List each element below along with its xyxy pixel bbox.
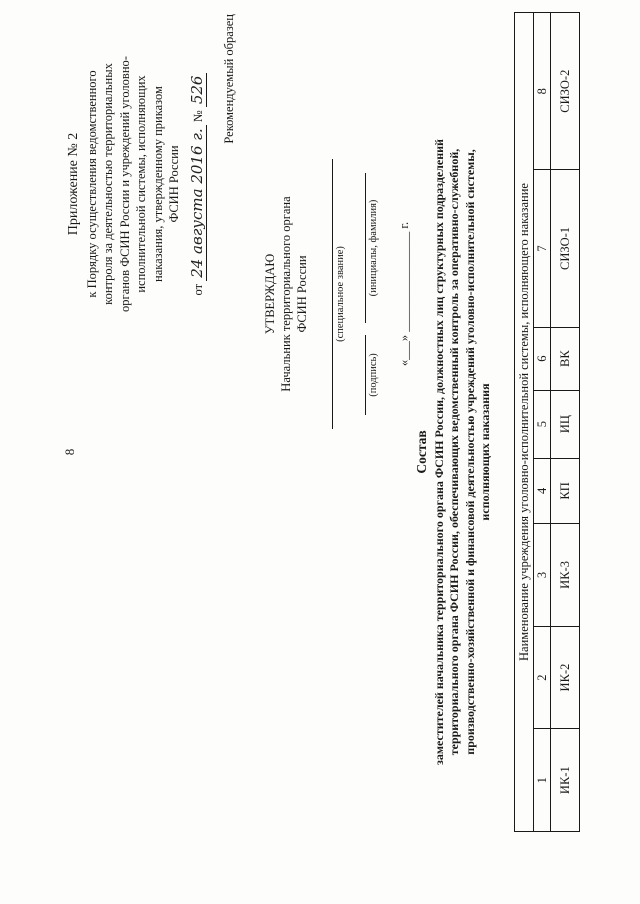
column-number: 5 [534, 390, 551, 458]
approval-block [262, 144, 412, 444]
composition-line: заместителей начальника территориального органа ФСИН России, должностных лиц структурных подразделений [431, 139, 446, 765]
composition-heading: Состав [414, 430, 429, 474]
table-number-row [534, 13, 551, 832]
table-caption-row [515, 13, 534, 832]
institution-code: ИК-1 [551, 729, 580, 832]
appendix-line: органов ФСИН России и учреждений уголовно- [117, 56, 132, 312]
composition-line: производственно-хозяйственной и финансовой деятельностью учреждений уголовно-исполнительной системы, [462, 149, 477, 755]
table-code-row [551, 13, 580, 832]
approval-line: ФСИН России [295, 255, 309, 333]
order-prefix: от [190, 283, 205, 296]
order-line [189, 24, 207, 344]
institution-code: СИЗО-2 [551, 13, 580, 170]
approval-line: Начальник территориального органа [279, 196, 293, 392]
composition-line: территориального органа ФСИН России, обеспечивающих ведомственный контроль за оперативно-служебной, [447, 148, 461, 756]
order-number: 526 [188, 73, 207, 108]
special-rank-caption: (специальное звание) [335, 246, 346, 342]
appendix-block [66, 24, 206, 344]
institution-code: КП [551, 458, 580, 524]
column-number: 3 [534, 524, 551, 627]
signature-row [365, 144, 382, 444]
column-number: 2 [534, 626, 551, 729]
institution-code: ИК-2 [551, 626, 580, 729]
institution-code: СИЗО-1 [551, 170, 580, 327]
appendix-title: Приложение № 2 [66, 132, 81, 236]
column-number: 8 [534, 13, 551, 170]
appendix-line: исполнительной системы, исполняющих [134, 75, 148, 293]
institution-code: ВК [551, 327, 580, 390]
institution-code: ИК-3 [551, 524, 580, 627]
column-number: 1 [534, 729, 551, 832]
name-cell [365, 173, 382, 323]
order-date: 24 августа 2016 г. [188, 125, 207, 280]
approval-title: УТВЕРЖДАЮ [263, 253, 277, 335]
appendix-line: контроля за деятельностью территориальных [101, 63, 115, 305]
name-caption: (инициалы, фамилия) [368, 199, 379, 297]
institution-code: ИЦ [551, 390, 580, 458]
order-number-label: № [190, 110, 205, 123]
recommended-sample-label: Рекомендуемый образец [222, 14, 236, 144]
appendix-line: к Порядку осуществления ведомственного [84, 70, 99, 298]
signature-cell [365, 335, 382, 415]
page-number: 8 [62, 448, 77, 456]
column-number: 4 [534, 458, 551, 524]
composition-line: исполняющих наказания [478, 383, 492, 521]
institutions-table [514, 12, 580, 832]
column-number: 7 [534, 170, 551, 327]
approval-date-line: «___» ________________ г. [397, 221, 411, 367]
table-caption: Наименование учреждения уголовно-исполнительной системы, исполняющего наказание [515, 13, 534, 832]
appendix-line: ФСИН России [167, 145, 181, 223]
column-number: 6 [534, 327, 551, 390]
signature-caption: (подпись) [368, 353, 379, 397]
composition-block [414, 20, 494, 884]
appendix-line: наказания, утвержденному приказом [150, 86, 165, 282]
